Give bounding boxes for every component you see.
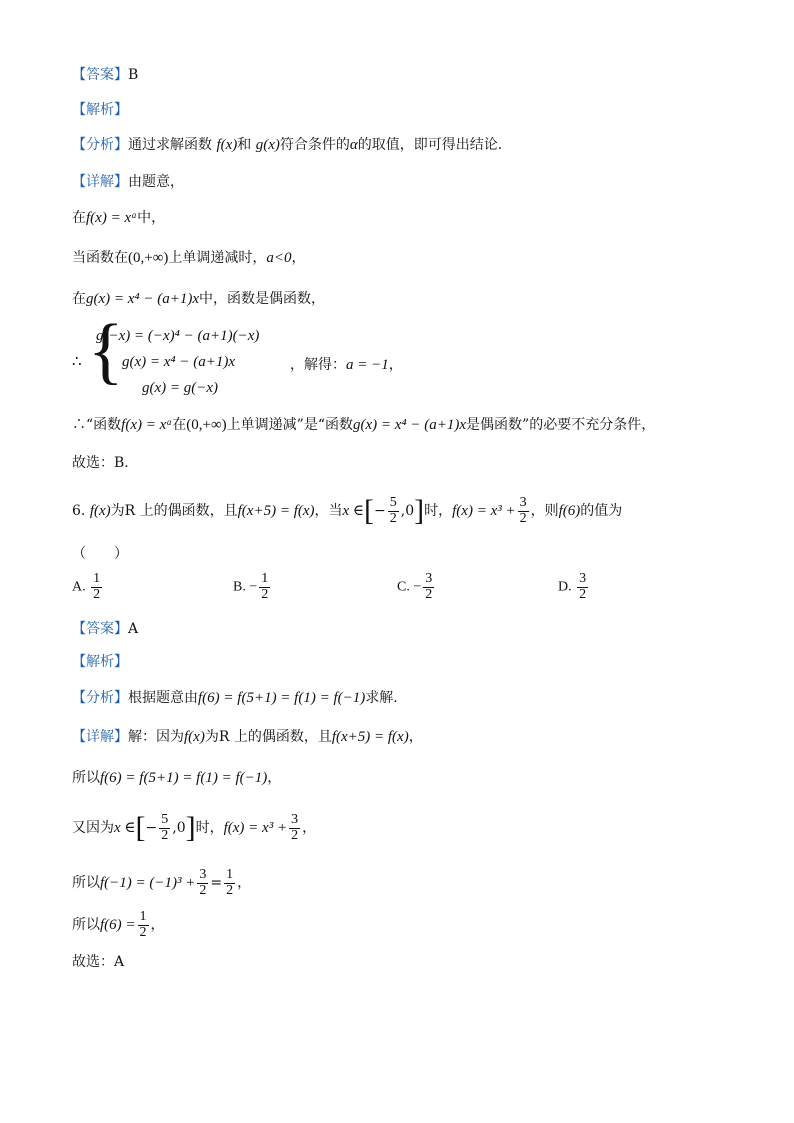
q6-paren: （ ） bbox=[72, 546, 128, 562]
option-c[interactable]: C. − $\frac{3}{2}$ bbox=[397, 571, 433, 602]
option-b[interactable]: B. − $\frac{1}{2}$ bbox=[233, 571, 269, 602]
option-d[interactable]: D. $\frac{3}{2}$ bbox=[558, 571, 587, 602]
q6-choose: 故选：A bbox=[72, 954, 125, 970]
q5-line-decreasing: 当函数在(0,+∞)上单调递减时，a<0， bbox=[72, 250, 306, 266]
q6-line-1: 所以f(6) = f(5+1) = f(1) = f(−1)， bbox=[72, 770, 282, 786]
fraction-5-2: $\frac{5}{2}$ bbox=[389, 495, 397, 526]
q6-answer-value: A bbox=[128, 621, 139, 637]
q5-detail-line: 【详解】由题意， bbox=[72, 174, 184, 190]
q6-answer-line: 【答案】A bbox=[72, 621, 139, 637]
q6-line-2: 又因为x ∈[− $\frac{5}{2}$ ,0]时，f(x) = x³ + $\frac{3}{2}$ ， bbox=[72, 811, 317, 845]
system-row-3: g(x) = g(−x) bbox=[142, 380, 219, 396]
q5-conclusion: ∴“函数f(x) = xᵃ在(0,+∞)上单调递减”是“函数g(x) = x⁴ − (a+1)x是偶函数”的必要不充分条件， bbox=[72, 417, 656, 433]
question-number: 6. bbox=[72, 503, 86, 520]
q5-answer-value: B bbox=[128, 67, 139, 83]
q6-detail-line: 【详解】解：因为f(x)为R 上的偶函数，且f(x+5) = f(x)， bbox=[72, 729, 423, 745]
fraction-3-2: $\frac{3}{2}$ bbox=[519, 495, 527, 526]
q5-choose: 故选：B. bbox=[72, 455, 129, 471]
q5-answer-line bbox=[72, 68, 138, 82]
system-result: ，解得：a = −1， bbox=[290, 357, 403, 373]
q6-analysis-heading: 【解析】 bbox=[72, 654, 128, 670]
q5-analysis-heading: 【解析】 bbox=[72, 102, 128, 118]
q6-line-3: 所以f(−1) = (−1)³ + $\frac{3}{2}$ = $\frac{1}{2}$ ， bbox=[72, 867, 252, 898]
q5-fenxi-line: 【分析】通过求解函数 f(x)和 g(x)符合条件的α的取值，即可得出结论. bbox=[72, 137, 503, 153]
therefore-symbol: ∴ bbox=[72, 352, 82, 370]
system-row-1: g(−x) = (−x)⁴ − (a+1)(−x) bbox=[96, 328, 260, 344]
system-row-2: g(x) = x⁴ − (a+1)x bbox=[122, 354, 236, 370]
q6-stem: 6. f(x)为R 上的偶函数，且f(x+5) = f(x)，当x ∈[− $\frac{5}{2}$ ,0]时，f(x) = x³ + $\frac{3}{2}$ ，则f(6)的值为 bbox=[72, 494, 623, 528]
q6-line-4: 所以f(6) = $\frac{1}{2}$ ， bbox=[72, 909, 165, 940]
answer-label: 【答案】 bbox=[72, 67, 128, 83]
q5-line-fx: 在f(x) = xᵃ中， bbox=[72, 210, 166, 226]
equation-system bbox=[72, 310, 412, 400]
option-a[interactable]: A. $\frac{1}{2}$ bbox=[72, 571, 101, 602]
left-brace: { bbox=[88, 310, 124, 392]
q6-fenxi-line: 【分析】根据题意由f(6) = f(5+1) = f(1) = f(−1)求解. bbox=[72, 690, 398, 706]
q5-line-gx: 在g(x) = x⁴ − (a+1)x中，函数是偶函数， bbox=[72, 291, 326, 307]
